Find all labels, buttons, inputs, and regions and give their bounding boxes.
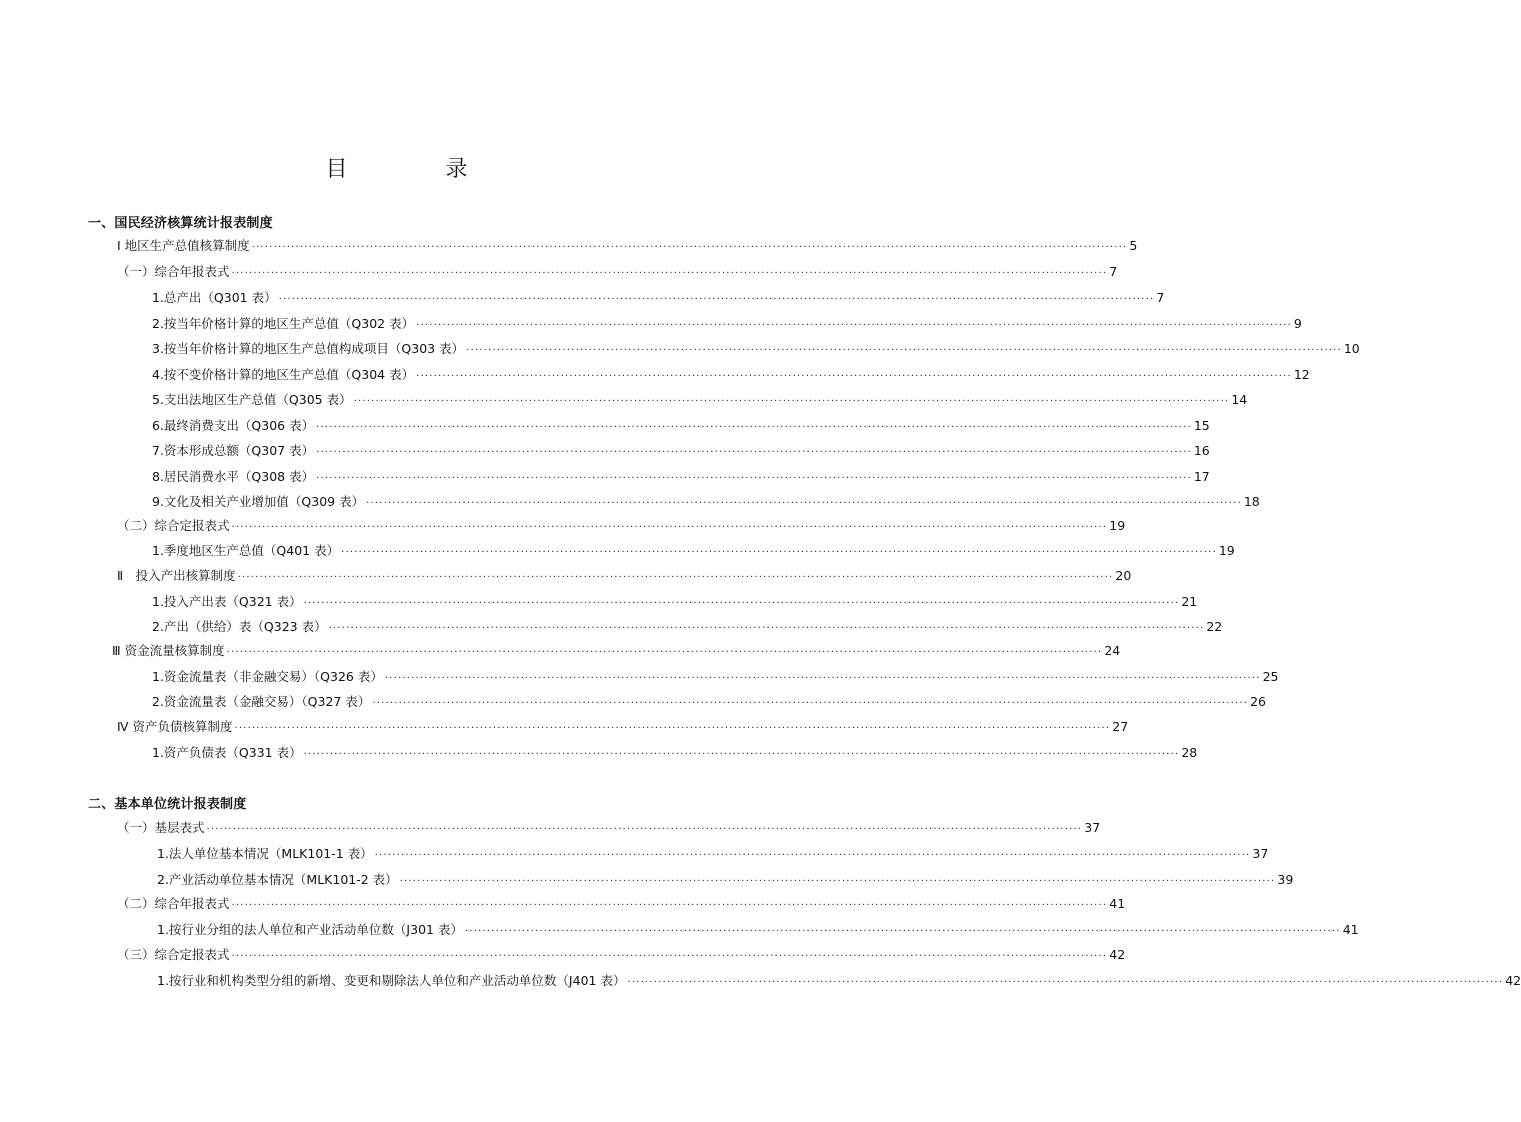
toc-leader-dots: ········································································································································································································ <box>231 268 1108 279</box>
toc-entry[interactable] <box>152 492 1260 512</box>
toc-leader-dots: ········································································································································································································ <box>303 749 1180 760</box>
toc-page-number: 18 <box>1243 494 1260 509</box>
toc-entry[interactable] <box>152 743 1198 763</box>
toc-page-number: 7 <box>1109 264 1118 279</box>
toc-entry-title: Ⅳ 资产负债核算制度 <box>117 719 233 734</box>
toc-leader-dots: ········································································································································································································ <box>231 522 1108 533</box>
toc-entry[interactable] <box>157 971 1521 991</box>
toc-leader-dots: ········································································································································································································ <box>206 824 1083 835</box>
toc-page-number: 19 <box>1109 518 1126 533</box>
toc-entry[interactable] <box>117 566 1132 586</box>
toc-page-number: 27 <box>1112 719 1129 734</box>
toc-entry[interactable] <box>157 870 1294 890</box>
toc-entry[interactable] <box>117 262 1118 282</box>
toc-entry[interactable] <box>117 818 1101 838</box>
toc-entry-title: 2.产业活动单位基本情况（MLK101-2 表） <box>157 872 398 887</box>
toc-entry-title: 3.按当年价格计算的地区生产总值构成项目（Q303 表） <box>152 341 465 356</box>
toc-leader-dots: ········································································································································································································ <box>353 396 1230 407</box>
toc-page-number: 15 <box>1193 418 1210 433</box>
toc-entry[interactable] <box>112 641 1121 661</box>
toc-entry[interactable] <box>157 844 1269 864</box>
toc-page-number: 17 <box>1193 469 1210 484</box>
toc-leader-dots: ········································································································································································································ <box>226 647 1103 658</box>
toc-leader-dots: ········································································································································································································ <box>316 447 1192 458</box>
toc-entry-title: Ⅰ 地区生产总值核算制度 <box>117 238 250 253</box>
toc-entry[interactable] <box>117 717 1129 737</box>
toc-page-number: 16 <box>1193 443 1210 458</box>
toc-entry-title: 2.资金流量表（金融交易）（Q327 表） <box>152 694 371 709</box>
toc-leader-dots: ········································································································································································································ <box>416 371 1292 382</box>
toc-entry-title: 5.支出法地区生产总值（Q305 表） <box>152 392 352 407</box>
toc-page-number: 10 <box>1343 341 1360 356</box>
toc-entry-title: 4.按不变价格计算的地区生产总值（Q304 表） <box>152 367 415 382</box>
toc-page-number: 41 <box>1342 922 1359 937</box>
toc-page-number: 12 <box>1293 367 1310 382</box>
toc-entry[interactable] <box>152 667 1279 687</box>
toc-entry-title: 1.资金流量表（非金融交易）（Q326 表） <box>152 669 383 684</box>
toc-leader-dots: ········································································································································································································ <box>251 242 1128 253</box>
toc-entry[interactable] <box>152 692 1267 712</box>
toc-entry-title: 9.文化及相关产业增加值（Q309 表） <box>152 494 365 509</box>
toc-page-number: 37 <box>1252 846 1269 861</box>
toc-leader-dots: ········································································································································································································ <box>627 977 1504 988</box>
section-heading: 二、基本单位统计报表制度 <box>88 797 247 812</box>
toc-entry-title: 7.资本形成总额（Q307 表） <box>152 443 315 458</box>
toc-entry-title: 1.按行业和机构类型分组的新增、变更和剔除法人单位和产业活动单位数（J401 表） <box>157 973 626 988</box>
toc-entry[interactable] <box>117 516 1126 536</box>
toc-leader-dots: ········································································································································································································ <box>237 572 1114 583</box>
toc-leader-dots: ········································································································································································································ <box>464 926 1341 937</box>
toc-entry-title: （三）综合定报表式 <box>117 947 230 962</box>
toc-page-number: 25 <box>1262 669 1279 684</box>
toc-leader-dots: ········································································································································································································ <box>372 698 1249 709</box>
toc-page-number: 19 <box>1218 543 1235 558</box>
toc-page-number: 7 <box>1156 290 1165 305</box>
toc-entry[interactable] <box>117 945 1126 965</box>
toc-entry[interactable] <box>152 314 1302 334</box>
toc-page-number: 20 <box>1115 568 1132 583</box>
toc-entry-title: 2.按当年价格计算的地区生产总值（Q302 表） <box>152 316 415 331</box>
toc-entry-title: 1.总产出（Q301 表） <box>152 290 277 305</box>
toc-entry-title: 6.最终消费支出（Q306 表） <box>152 418 315 433</box>
toc-entry-title: Ⅱ 投入产出核算制度 <box>117 568 236 583</box>
toc-leader-dots: ········································································································································································································ <box>341 547 1217 558</box>
toc-leader-dots: ········································································································································································································ <box>316 473 1192 484</box>
toc-leader-dots: ········································································································································································································ <box>231 900 1108 911</box>
toc-page-number: 42 <box>1505 973 1521 988</box>
toc-leader-dots: ········································································································································································································ <box>374 850 1251 861</box>
toc-entry[interactable] <box>152 592 1198 612</box>
toc-page-number: 22 <box>1206 619 1223 634</box>
toc-entry-title: Ⅲ 资金流量核算制度 <box>112 643 225 658</box>
toc-page-number: 41 <box>1109 896 1126 911</box>
toc-entry[interactable] <box>157 920 1359 940</box>
toc-leader-dots: ········································································································································································································ <box>278 294 1155 305</box>
toc-entry[interactable] <box>117 894 1126 914</box>
toc-entry-title: （二）综合年报表式 <box>117 896 230 911</box>
toc-entry[interactable] <box>152 441 1210 461</box>
toc-leader-dots: ········································································································································································································ <box>328 623 1205 634</box>
toc-page-number: 39 <box>1277 872 1294 887</box>
toc-entry-title: 1.资产负债表（Q331 表） <box>152 745 302 760</box>
toc-entry[interactable] <box>152 339 1360 359</box>
toc-page-number: 24 <box>1104 643 1121 658</box>
toc-leader-dots: ········································································································································································································ <box>234 723 1111 734</box>
toc-leader-dots: ········································································································································································································ <box>466 345 1342 356</box>
toc-page-number: 37 <box>1084 820 1101 835</box>
toc-entry[interactable] <box>152 541 1235 561</box>
section-heading: 一、国民经济核算统计报表制度 <box>88 216 273 231</box>
toc-entry[interactable] <box>152 416 1210 436</box>
toc-entry[interactable] <box>117 236 1138 256</box>
toc-page-number: 26 <box>1250 694 1267 709</box>
toc-leader-dots: ········································································································································································································ <box>303 598 1180 609</box>
toc-entry[interactable] <box>152 390 1248 410</box>
toc-entry-title: （一）基层表式 <box>117 820 205 835</box>
toc-entry[interactable] <box>152 365 1310 385</box>
toc-entry-title: 2.产出（供给）表（Q323 表） <box>152 619 327 634</box>
toc-entry[interactable] <box>152 288 1165 308</box>
toc-leader-dots: ········································································································································································································ <box>316 422 1192 433</box>
toc-leader-dots: ········································································································································································································ <box>231 951 1108 962</box>
toc-entry-title: 8.居民消费水平（Q308 表） <box>152 469 315 484</box>
toc-page-number: 5 <box>1129 238 1138 253</box>
toc-entry[interactable] <box>152 617 1223 637</box>
toc-entry-title: 1.投入产出表（Q321 表） <box>152 594 302 609</box>
toc-page-number: 9 <box>1293 316 1302 331</box>
toc-page-number: 21 <box>1181 594 1198 609</box>
toc-leader-dots: ········································································································································································································ <box>399 876 1276 887</box>
toc-leader-dots: ········································································································································································································ <box>366 498 1242 509</box>
toc-entry-title: 1.季度地区生产总值（Q401 表） <box>152 543 340 558</box>
toc-entry-title: （二）综合定报表式 <box>117 518 230 533</box>
toc-page-number: 28 <box>1181 745 1198 760</box>
toc-page-number: 42 <box>1109 947 1126 962</box>
toc-entry-title: （一）综合年报表式 <box>117 264 230 279</box>
toc-entry-title: 1.按行业分组的法人单位和产业活动单位数（J301 表） <box>157 922 463 937</box>
page-title: 目 录 <box>325 157 506 182</box>
toc-leader-dots: ········································································································································································································ <box>416 320 1292 331</box>
toc-entry-title: 1.法人单位基本情况（MLK101-1 表） <box>157 846 373 861</box>
toc-page-number: 14 <box>1231 392 1248 407</box>
toc-entry[interactable] <box>152 467 1210 487</box>
toc-leader-dots: ········································································································································································································ <box>384 673 1261 684</box>
